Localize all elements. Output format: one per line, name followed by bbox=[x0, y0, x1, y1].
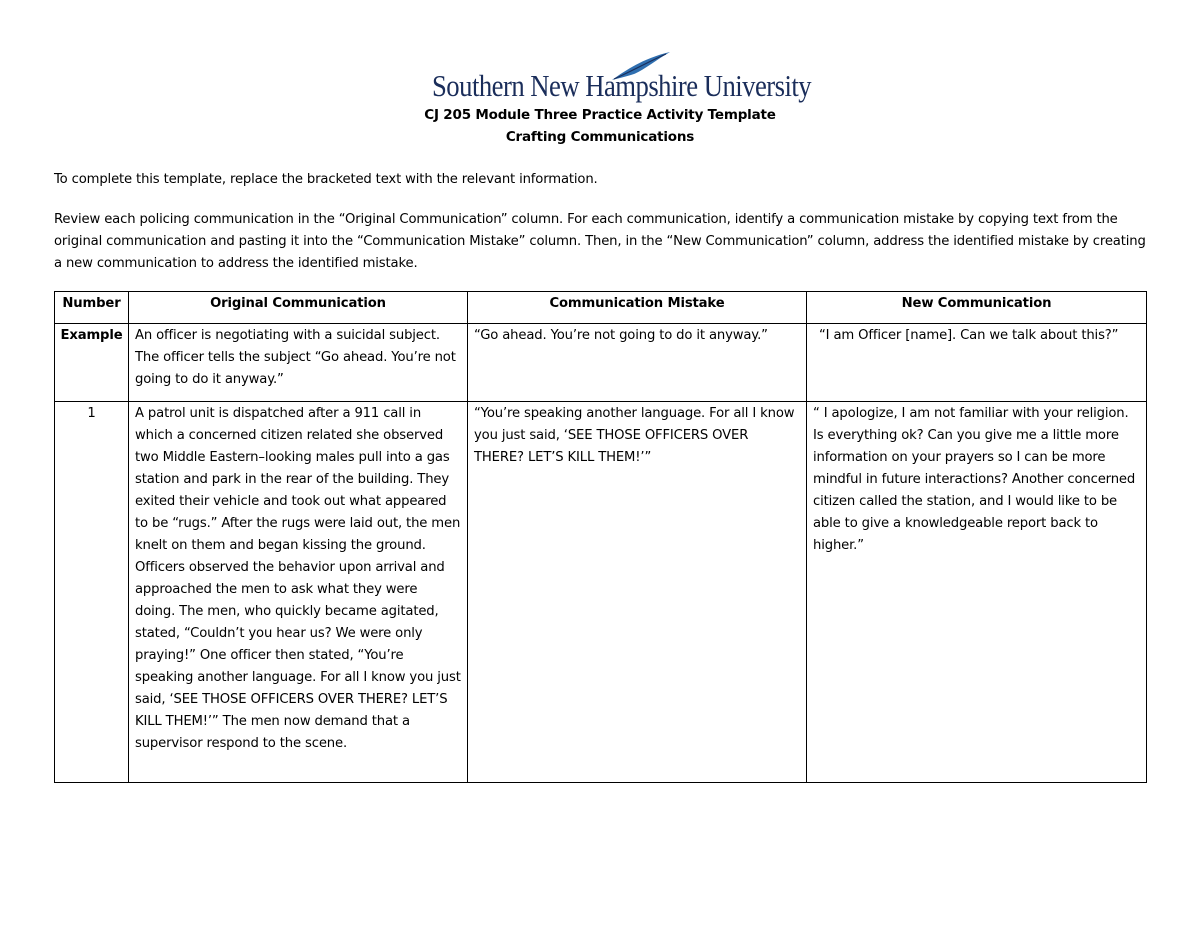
document-subtitle: Crafting Communications bbox=[505, 129, 695, 145]
original-communication-cell: An officer is negotiating with a suicidal subject. The officer tells the subject “Go ahead. You’re not going to do it anyway.” bbox=[129, 324, 468, 402]
university-logo bbox=[432, 50, 812, 103]
table-row bbox=[55, 324, 1147, 402]
row-number: 1 bbox=[55, 402, 129, 783]
communication-mistake-cell: “Go ahead. You’re not going to do it anyway.” bbox=[468, 324, 807, 402]
communications-table bbox=[54, 291, 1147, 783]
header-mistake: Communication Mistake bbox=[468, 292, 807, 324]
intro-paragraph: To complete this template, replace the bracketed text with the relevant information. bbox=[54, 172, 598, 187]
quill-icon bbox=[604, 50, 674, 82]
table-header-row bbox=[55, 292, 1147, 324]
document-title: CJ 205 Module Three Practice Activity Template bbox=[424, 107, 776, 123]
header-number: Number bbox=[55, 292, 129, 324]
review-paragraph: Review each policing communication in the “Original Communication” column. For each communication, identify a communication mistake by copying text from the original communication and pasting it into the “Communication Mistake” column. Then, in the “New Communication” column, address the identified mistake by creating a new communication to address the identified mistake. bbox=[54, 212, 1146, 271]
new-communication-cell: “ I apologize, I am not familiar with your religion. Is everything ok? Can you give me a little more information on your prayers so I can be more mindful in future interactions? Another concerned citizen called the station, and I would like to be able to give a knowledgeable report back to higher.” bbox=[807, 402, 1147, 783]
communication-mistake-cell: “You’re speaking another language. For all I know you just said, ‘SEE THOSE OFFICERS OVER THERE? LET’S KILL THEM!’” bbox=[468, 402, 807, 783]
header-new: New Communication bbox=[807, 292, 1147, 324]
logo-wordmark: Southern New Hampshire University bbox=[432, 68, 812, 103]
new-communication-cell: “I am Officer [name]. Can we talk about this?” bbox=[807, 324, 1147, 402]
table-row bbox=[55, 402, 1147, 783]
original-communication-cell: A patrol unit is dispatched after a 911 call in which a concerned citizen related she observed two Middle Eastern–looking males pull into a gas station and park in the rear of the building. They exited their vehicle and took out what appeared to be “rugs.” After the rugs were laid out, the men knelt on them and began kissing the ground. Officers observed the behavior upon arrival and approached the men to ask what they were doing. The men, who quickly became agitated, stated, “Couldn’t you hear us? We were only praying!” One officer then stated, “You’re speaking another language. For all I know you just said, ‘SEE THOSE OFFICERS OVER THERE? LET’S KILL THEM!’” The men now demand that a supervisor respond to the scene. bbox=[129, 402, 468, 783]
header-original: Original Communication bbox=[129, 292, 468, 324]
row-number: Example bbox=[55, 324, 129, 402]
